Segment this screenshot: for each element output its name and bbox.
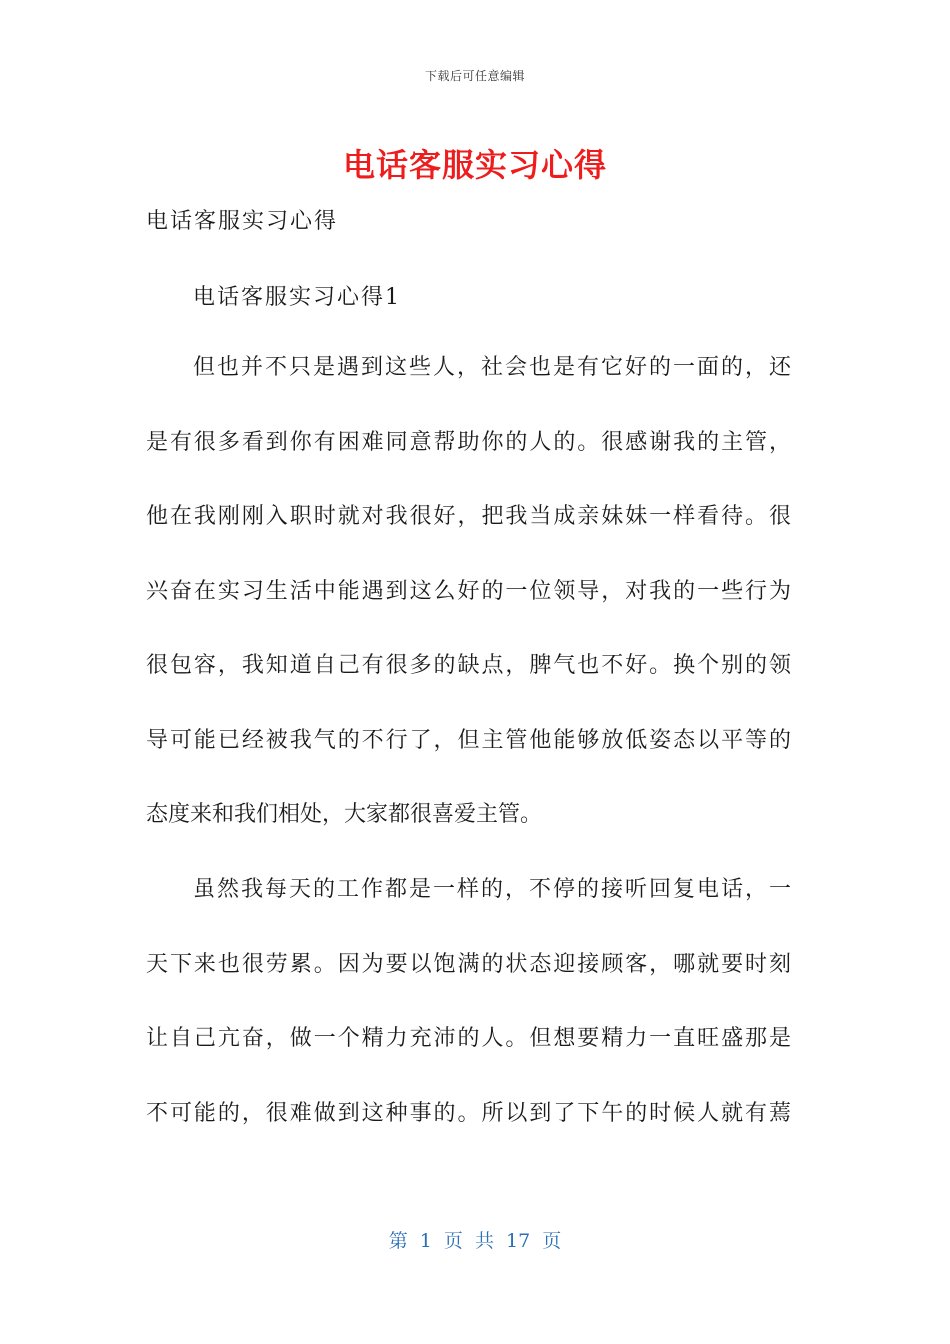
document-subtitle: 电话客服实习心得 [146, 209, 339, 234]
paragraph-line: 导可能已经被我气的不行了，但主管他能够放低姿态以平等的 [146, 727, 791, 753]
paragraph-line: 不可能的，很难做到这种事的。所以到了下午的时候人就有蔫 [146, 1100, 791, 1126]
paragraph-line: 让自己亢奋，做一个精力充沛的人。但想要精力一直旺盛那是 [146, 1026, 791, 1051]
paragraph-line: 他在我刚刚入职时就对我很好，把我当成亲妹妹一样看待。很 [146, 504, 791, 529]
paragraph-line: 虽然我每天的工作都是一样的，不停的接听回复电话，一 [193, 877, 791, 902]
paragraph-line: 兴奋在实习生活中能遇到这么好的一位领导，对我的一些行为 [146, 578, 791, 604]
page-footer: 第 1 页 共 17 页 [388, 1230, 562, 1252]
paragraph-line: 很包容，我知道自己有很多的缺点，脾气也不好。换个别的领 [146, 653, 791, 678]
paragraph-line: 天下来也很劳累。因为要以饱满的状态迎接顾客，哪就要时刻 [146, 951, 791, 977]
document-title: 电话客服实习心得 [342, 146, 607, 184]
section-heading: 电话客服实习心得1 [193, 285, 401, 310]
paragraph-line: 但也并不只是遇到这些人，社会也是有它好的一面的，还 [193, 355, 791, 380]
header-note: 下载后可任意编辑 [424, 69, 525, 83]
paragraph-2 [146, 853, 791, 1151]
paragraph-1 [146, 331, 791, 853]
paragraph-line: 态度来和我们相处，大家都很喜爱主管。 [146, 802, 543, 827]
paragraph-line: 是有很多看到你有困难同意帮助你的人的。很感谢我的主管， [146, 429, 791, 455]
